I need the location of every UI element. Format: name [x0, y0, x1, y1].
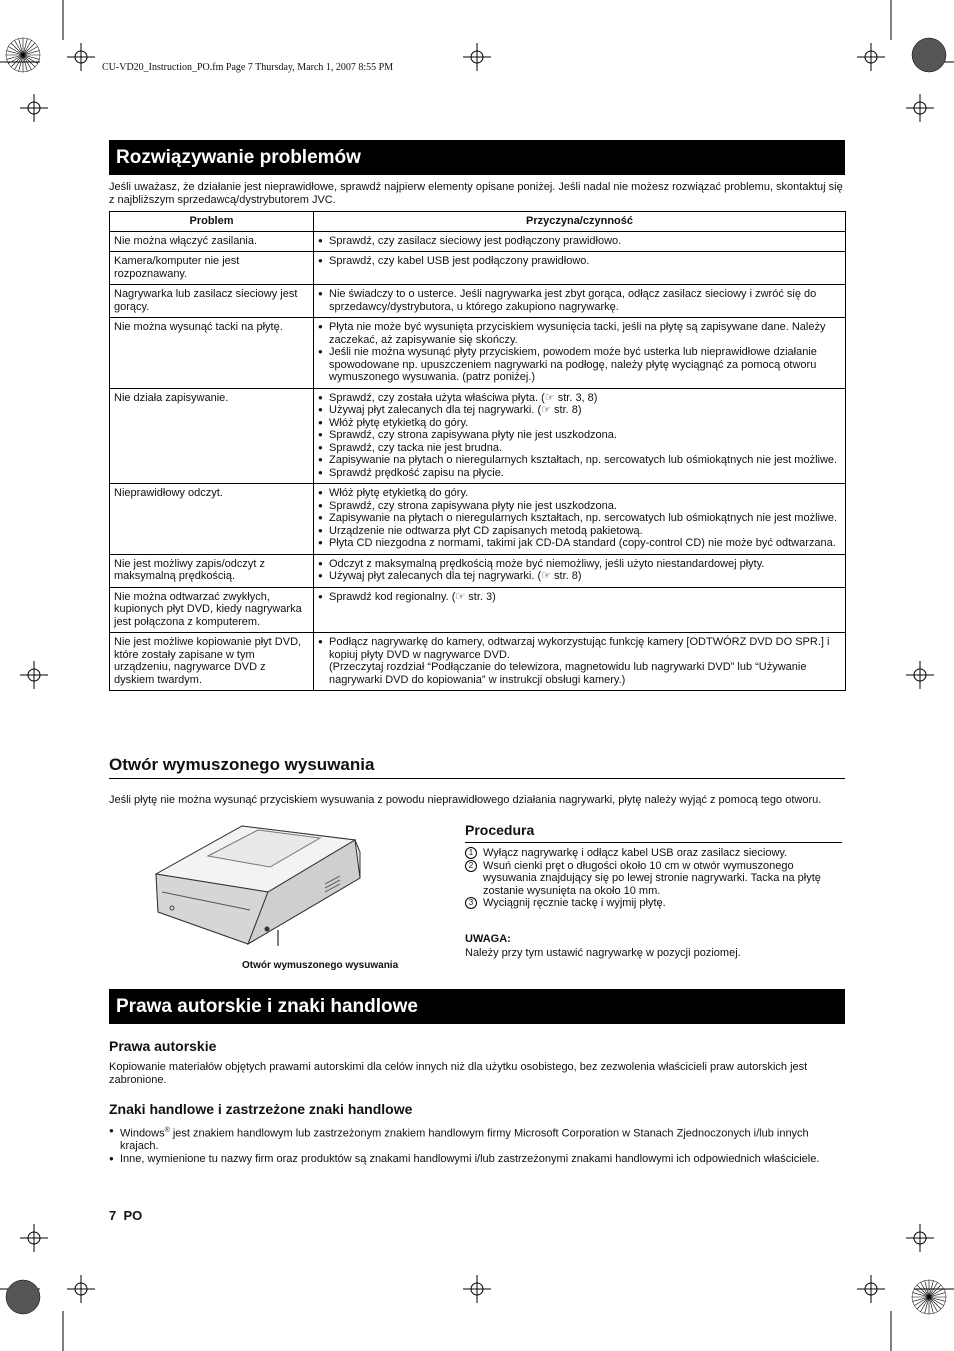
- cause-item: ● Sprawdź, czy została użyta właściwa płyta. (☞ str. 3, 8): [318, 392, 841, 405]
- cause-cell: [314, 554, 846, 587]
- col-problem: Problem: [110, 212, 314, 232]
- cause-item: ● Odczyt z maksymalną prędkością może być niemożliwy, jeśli użyto niestandardowej płyty.: [318, 558, 841, 571]
- table-row: [110, 252, 846, 285]
- problem-cell: Nagrywarka lub zasilacz sieciowy jest gorący.: [110, 285, 314, 318]
- cause-cell: [314, 231, 846, 252]
- cause-item: ● Sprawdź, czy kabel USB jest podłączony prawidłowo.: [318, 255, 841, 268]
- step-text: Wyciągnij ręcznie tackę i wyjmij płytę.: [483, 897, 666, 909]
- step-number: 1: [465, 847, 477, 859]
- cause-item: ● Nie świadczy to o usterce. Jeśli nagrywarka jest zbyt gorąca, odłącz zasilacz sieciowy i zwróć się do sprzedawcy/dystrybutora, u którego zakupiono nagrywarkę.: [318, 288, 841, 313]
- step-text: Wyłącz nagrywarkę i odłącz kabel USB oraz zasilacz sieciowy.: [483, 847, 788, 859]
- list-item: ● Inne, wymienione tu nazwy firm oraz produktów są znakami handlowymi i/lub zastrzeżonymi znakami handlowymi ich odpowiednich właściciele.: [109, 1153, 845, 1166]
- cause-item: ● Włóż płytę etykietką do góry.: [318, 487, 841, 500]
- procedure-title: Procedura: [465, 822, 535, 838]
- cause-item: ● Sprawdź, czy strona zapisywana płyty nie jest uszkodzona.: [318, 500, 841, 513]
- cause-item: ● Płyta nie może być wysunięta przyciskiem wysunięcia tacki, jeśli na płytę są zapisywane dane. Należy zaczekać, aż zapisywanie się skończy.: [318, 321, 841, 346]
- page-number: 7 PO: [109, 1208, 143, 1223]
- procedure-step: [465, 897, 835, 910]
- cause-cell: [314, 388, 846, 484]
- cause-item: ● Sprawdź, czy zasilacz sieciowy jest podłączony prawidłowo.: [318, 235, 841, 248]
- table-row: [110, 285, 846, 318]
- list-item: ● Windows® jest znakiem handlowym lub zastrzeżonym znakiem handlowym firmy Microsoft Corporation w Stanach Zjednoczonych i/lub innych krajach.: [109, 1125, 845, 1153]
- cause-cell: [314, 318, 846, 389]
- troubleshooting-intro: Jeśli uważasz, że działanie jest nieprawidłowe, sprawdź najpierw elementy opisane poniżej. Jeśli nadal nie możesz rozwiązać problemu, skontaktuj się z najbliższym sprzedawcą/dystrybutorem JVC.: [109, 181, 843, 206]
- section-title-troubleshooting: Rozwiązywanie problemów: [109, 140, 845, 175]
- divider: [109, 778, 845, 779]
- note-text: Należy przy tym ustawić nagrywarkę w pozycji poziomej.: [465, 947, 741, 959]
- table-row: [110, 554, 846, 587]
- cause-cell: [314, 633, 846, 691]
- cause-item: ● Zapisywanie na płytach o nieregularnych kształtach, np. sercowatych lub ośmiokątnych nie jest możliwe.: [318, 512, 841, 525]
- problem-cell: Nie można odtwarzać zwykłych, kupionych płyt DVD, kiedy nagrywarka jest połączona z komputerem.: [110, 587, 314, 633]
- illustration-caption: Otwór wymuszonego wysuwania: [242, 960, 399, 971]
- cause-item: ● Sprawdź kod regionalny. (☞ str. 3): [318, 591, 841, 604]
- cause-cell: [314, 252, 846, 285]
- copyright-text: Kopiowanie materiałów objętych prawami autorskimi dla celów innych niż dla użytku osobistego, bez zezwolenia właścicieli praw autorskich jest zabronione.: [109, 1061, 808, 1086]
- problem-cell: Nie można włączyć zasilania.: [110, 231, 314, 252]
- cause-item: ● Płyta CD niezgodna z normami, takimi jak CD-DA standard (copy-control CD) nie może być odtwarzana.: [318, 537, 841, 550]
- cause-cell: [314, 285, 846, 318]
- procedure-step: [465, 847, 835, 860]
- step-number: 3: [465, 897, 477, 909]
- cause-item: ● Włóż płytę etykietką do góry.: [318, 417, 841, 430]
- section-title-forced-eject: Otwór wymuszonego wysuwania: [109, 755, 375, 774]
- copyright-subtitle: Prawa autorskie: [109, 1038, 217, 1054]
- problem-cell: Nie jest możliwy zapis/odczyt z maksymalną prędkością.: [110, 554, 314, 587]
- table-row: [110, 484, 846, 555]
- recorder-illustration: [150, 822, 365, 947]
- cause-item: ● Zapisywanie na płytach o nieregularnych kształtach, np. sercowatych lub ośmiokątnych nie jest możliwe.: [318, 454, 841, 467]
- cause-cell: [314, 587, 846, 633]
- page-slug: CU-VD20_Instruction_PO.fm Page 7 Thursday, March 1, 2007 8:55 PM: [102, 62, 394, 73]
- trademark-list: [109, 1125, 845, 1165]
- table-row: [110, 318, 846, 389]
- note-title: UWAGA:: [465, 933, 511, 945]
- problem-cell: Kamera/komputer nie jest rozpoznawany.: [110, 252, 314, 285]
- problem-cell: Nie można wysunąć tacki na płytę.: [110, 318, 314, 389]
- cause-item: ● Sprawdź, czy tacka nie jest brudna.: [318, 442, 841, 455]
- troubleshooting-table: [109, 211, 846, 691]
- trademark-subtitle: Znaki handlowe i zastrzeżone znaki handlowe: [109, 1101, 413, 1117]
- cause-item: ● Sprawdź prędkość zapisu na płycie.: [318, 467, 841, 480]
- step-number: 2: [465, 860, 477, 872]
- procedure-divider: [465, 842, 842, 843]
- cause-item: ● Jeśli nie można wysunąć płyty przyciskiem, powodem może być usterka lub nieprawidłowe działanie spowodowane np. upuszczeniem nagrywarki na podłogę, należy płytę wyciągnąć za pomocą otworu wymuszonego wysuwania. (patrz poniżej.): [318, 346, 841, 384]
- cause-cell: [314, 484, 846, 555]
- cause-item: ● Podłącz nagrywarkę do kamery, odtwarzaj wykorzystując funkcję kamery [ODTWÓRZ DVD DO SPR.] i kopiuj płyty DVD w nagrywarce DVD. (Przeczytaj rozdział “Podłączanie do telewizora, magnetowidu lub nagrywarki DVD” lub “Używanie nagrywarki DVD do kopiowania” w instrukcji obsługi kamery.): [318, 636, 841, 686]
- cause-item: ● Urządzenie nie odtwarza płyt CD zapisanych metodą pakietową.: [318, 525, 841, 538]
- table-row: [110, 231, 846, 252]
- table-row: [110, 388, 846, 484]
- step-text: Wsuń cienki pręt o długości około 10 cm w otwór wymuszonego wysuwania znajdujący się po lewej stronie nagrywarki. Tacka na płytę zostanie wysunięta na około 10 mm.: [483, 859, 821, 897]
- cause-item: ● Sprawdź, czy strona zapisywana płyty nie jest uszkodzona.: [318, 429, 841, 442]
- problem-cell: Nie działa zapisywanie.: [110, 388, 314, 484]
- table-row: [110, 633, 846, 691]
- forced-eject-intro: Jeśli płytę nie można wysunąć przyciskiem wysuwania z powodu nieprawidłowego działania nagrywarki, płytę należy wyjąć z pomocą tego otworu.: [109, 794, 822, 806]
- col-cause: Przyczyna/czynność: [314, 212, 846, 232]
- cause-item: ● Używaj płyt zalecanych dla tej nagrywarki. (☞ str. 8): [318, 404, 841, 417]
- cause-item: ● Używaj płyt zalecanych dla tej nagrywarki. (☞ str. 8): [318, 570, 841, 583]
- procedure-steps: [465, 847, 835, 910]
- table-row: [110, 587, 846, 633]
- problem-cell: Nie jest możliwe kopiowanie płyt DVD, które zostały zapisane w tym urządzeniu, nagrywarce DVD z dyskiem twardym.: [110, 633, 314, 691]
- problem-cell: Nieprawidłowy odczyt.: [110, 484, 314, 555]
- procedure-step: [465, 860, 835, 898]
- section-title-copyright: Prawa autorskie i znaki handlowe: [109, 989, 845, 1024]
